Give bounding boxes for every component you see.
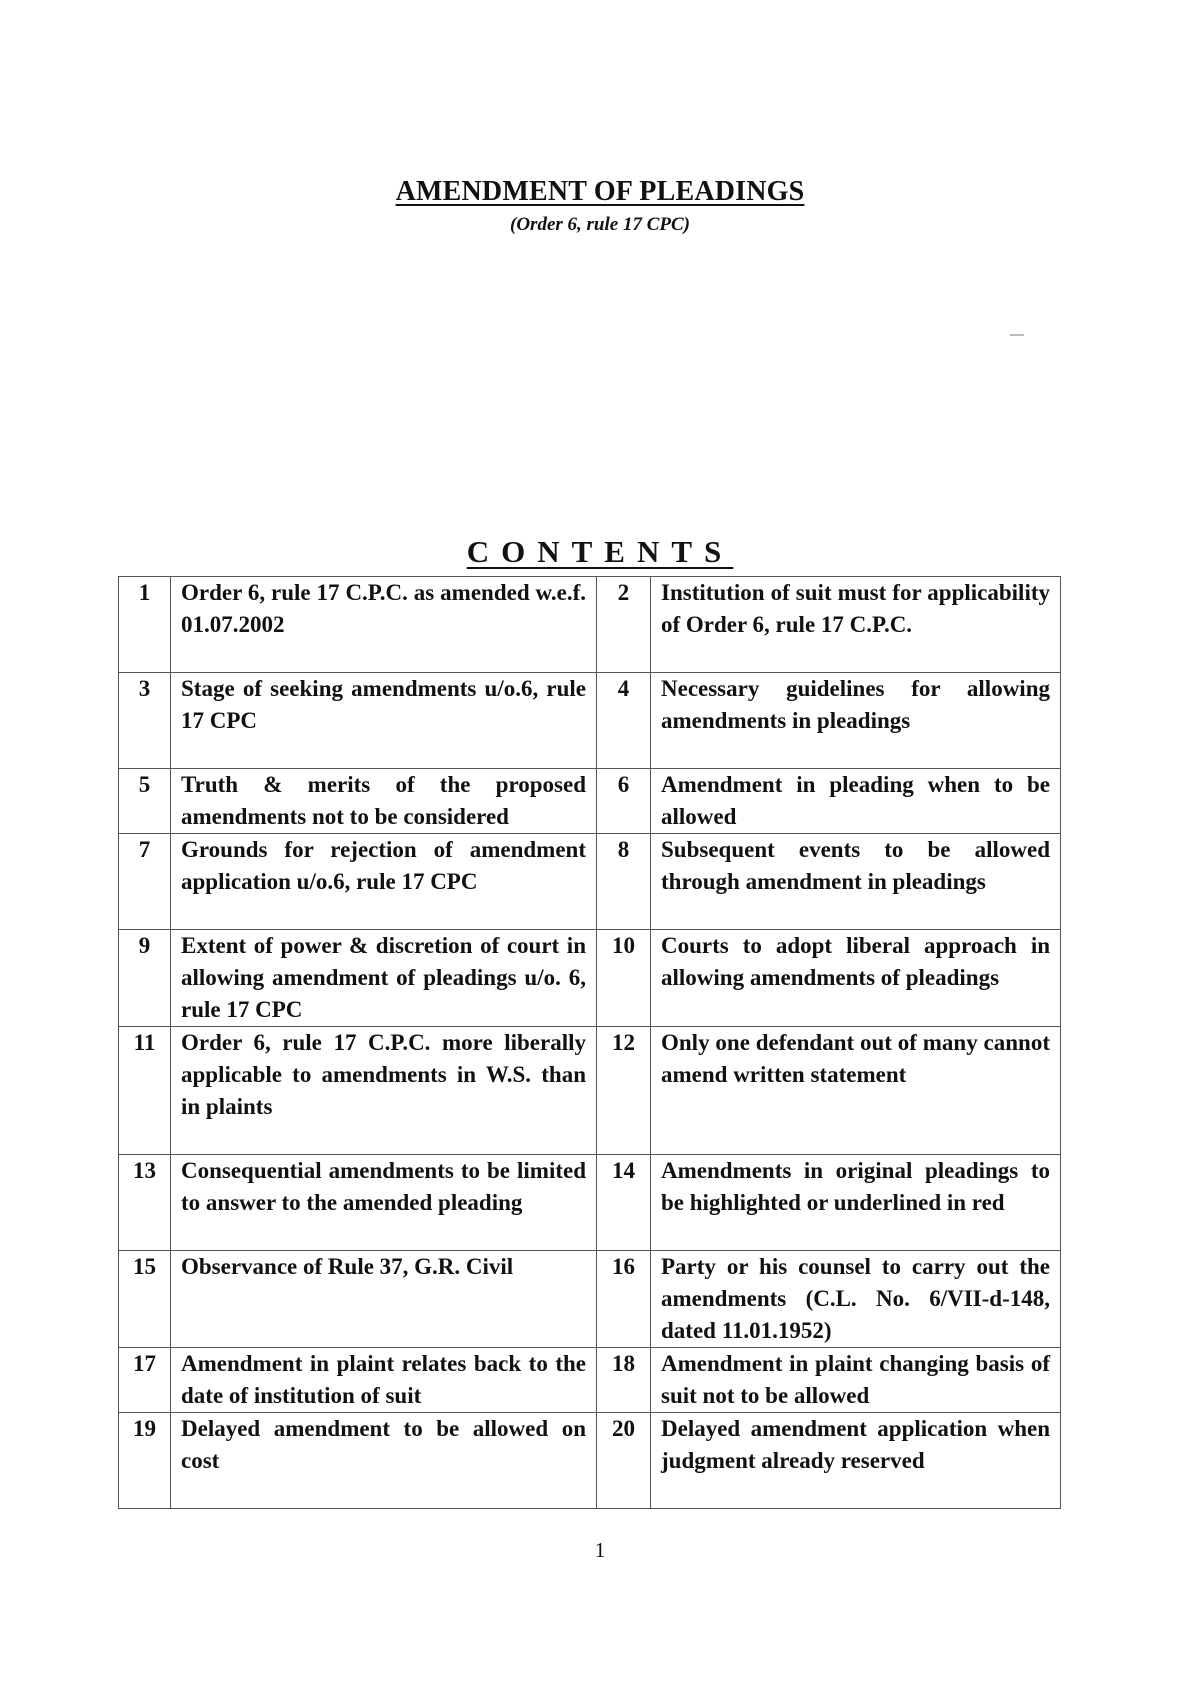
item-number: 7 [119, 834, 171, 930]
item-number: 14 [597, 1155, 651, 1251]
item-topic: Courts to adopt liberal approach in allowing amendments of pleadings [651, 930, 1061, 1027]
contents-table [118, 576, 1061, 1509]
contents-row [119, 834, 1061, 930]
item-topic: Amendments in original pleadings to be highlighted or underlined in red [651, 1155, 1061, 1251]
item-topic: Order 6, rule 17 C.P.C. more liberally applicable to amendments in W.S. than in plaints [171, 1027, 597, 1155]
contents-row [119, 1027, 1061, 1155]
scan-speck [1010, 334, 1024, 336]
item-topic: Grounds for rejection of amendment application u/o.6, rule 17 CPC [171, 834, 597, 930]
item-topic: Amendment in plaint relates back to the date of institution of suit [171, 1348, 597, 1413]
item-number: 16 [597, 1251, 651, 1348]
item-topic: Amendment in pleading when to be allowed [651, 769, 1061, 834]
contents-row [119, 1348, 1061, 1413]
item-number: 12 [597, 1027, 651, 1155]
page-number: 1 [594, 1538, 606, 1562]
item-topic: Necessary guidelines for allowing amendments in pleadings [651, 673, 1061, 769]
item-number: 4 [597, 673, 651, 769]
item-number: 18 [597, 1348, 651, 1413]
item-number: 8 [597, 834, 651, 930]
document-title: AMENDMENT OF PLEADINGS [395, 176, 805, 207]
contents-row [119, 930, 1061, 1027]
item-number: 6 [597, 769, 651, 834]
contents-row [119, 1155, 1061, 1251]
item-number: 20 [597, 1413, 651, 1509]
item-topic: Delayed amendment to be allowed on cost [171, 1413, 597, 1509]
item-number: 5 [119, 769, 171, 834]
item-number: 19 [119, 1413, 171, 1509]
contents-row [119, 1413, 1061, 1509]
item-topic: Order 6, rule 17 C.P.C. as amended w.e.f. 01.07.2002 [171, 577, 597, 673]
item-number: 15 [119, 1251, 171, 1348]
item-number: 1 [119, 577, 171, 673]
item-number: 13 [119, 1155, 171, 1251]
contents-heading: CONTENTS [466, 534, 734, 569]
item-topic: Subsequent events to be allowed through amendment in pleadings [651, 834, 1061, 930]
item-topic: Only one defendant out of many cannot amend written statement [651, 1027, 1061, 1155]
item-topic: Party or his counsel to carry out the amendments (C.L. No. 6/VII-d-148, dated 11.01.1952) [651, 1251, 1061, 1348]
item-topic: Truth & merits of the proposed amendments not to be considered [171, 769, 597, 834]
item-number: 11 [119, 1027, 171, 1155]
item-number: 2 [597, 577, 651, 673]
contents-row [119, 673, 1061, 769]
contents-row [119, 577, 1061, 673]
item-topic: Amendment in plaint changing basis of suit not to be allowed [651, 1348, 1061, 1413]
item-topic: Observance of Rule 37, G.R. Civil [171, 1251, 597, 1348]
item-topic: Extent of power & discretion of court in allowing amendment of pleadings u/o. 6, rule 17 CPC [171, 930, 597, 1027]
item-number: 9 [119, 930, 171, 1027]
item-topic: Institution of suit must for applicability of Order 6, rule 17 C.P.C. [651, 577, 1061, 673]
contents-row [119, 769, 1061, 834]
item-number: 10 [597, 930, 651, 1027]
item-topic: Delayed amendment application when judgment already reserved [651, 1413, 1061, 1509]
item-topic: Consequential amendments to be limited to answer to the amended pleading [171, 1155, 597, 1251]
item-topic: Stage of seeking amendments u/o.6, rule 17 CPC [171, 673, 597, 769]
item-number: 17 [119, 1348, 171, 1413]
document-subtitle: (Order 6, rule 17 CPC) [510, 214, 690, 235]
contents-row [119, 1251, 1061, 1348]
item-number: 3 [119, 673, 171, 769]
